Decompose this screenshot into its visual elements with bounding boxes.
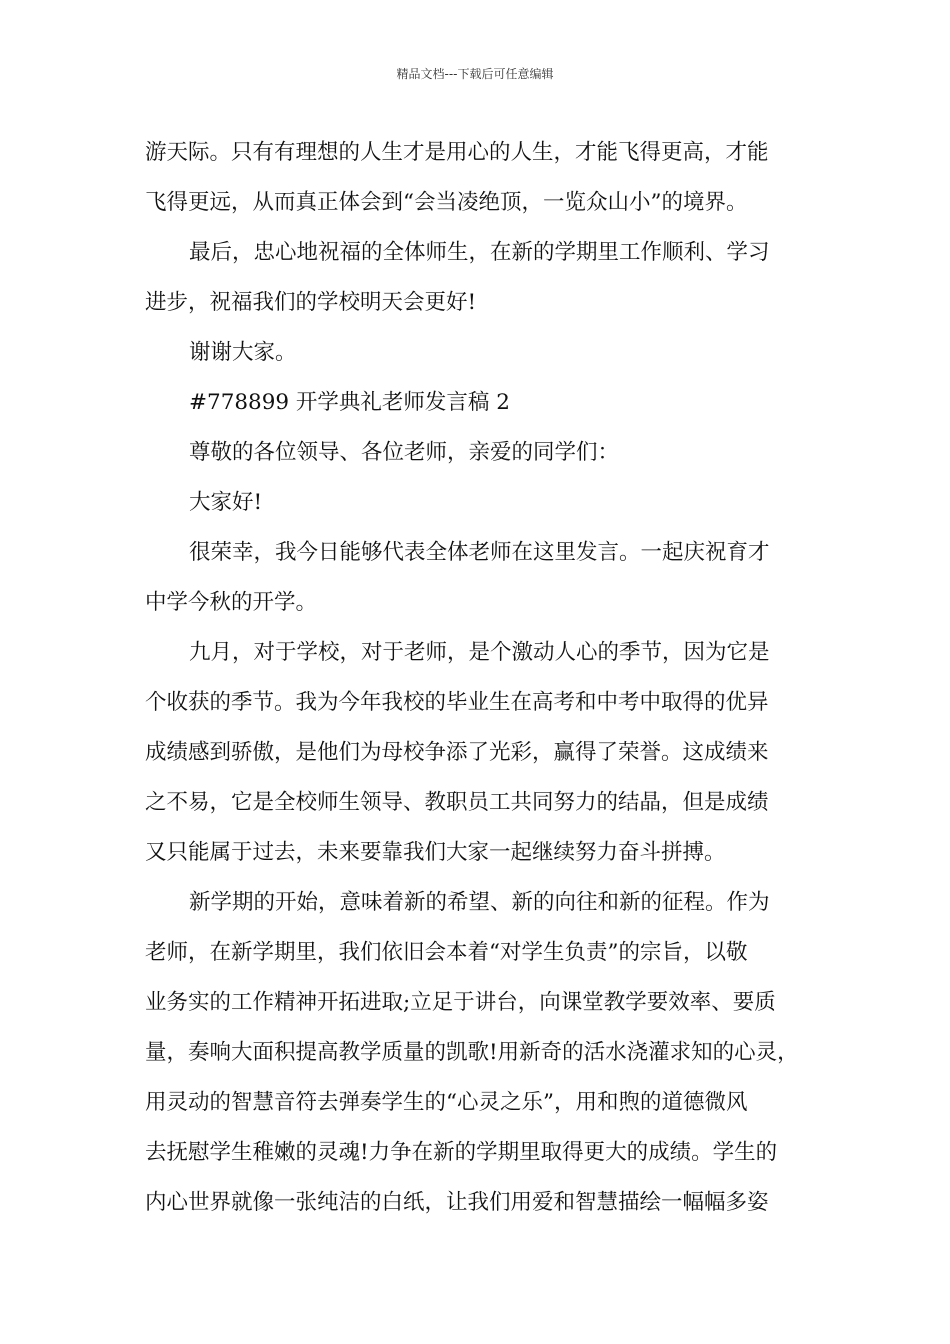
text-line: 大家好! bbox=[189, 490, 263, 515]
text-line: 飞得更远，从而真正体会到“会当凌绝顶，一览众山小”的境界。 bbox=[145, 190, 748, 215]
text-line: 成绩感到骄傲，是他们为母校争添了光彩，赢得了荣誉。这成绩来 bbox=[145, 740, 769, 765]
text-line: 去抚慰学生稚嫩的灵魂!力争在新的学期里取得更大的成绩。学生的 bbox=[145, 1140, 778, 1165]
text-line: 个收获的季节。我为今年我校的毕业生在高考和中考中取得的优异 bbox=[145, 690, 769, 715]
text-line: 很荣幸，我今日能够代表全体老师在这里发言。一起庆祝育才 bbox=[189, 540, 770, 565]
text-line: 老师，在新学期里，我们依旧会本着“对学生负责”的宗旨，以敬 bbox=[145, 940, 748, 965]
text-line: 尊敬的各位领导、各位老师，亲爱的同学们： bbox=[189, 440, 620, 465]
text-line: 又只能属于过去，未来要靠我们大家一起继续努力奋斗拼搏。 bbox=[145, 840, 726, 865]
text-line: 之不易，它是全校师生领导、教职员工共同努力的结晶，但是成绩 bbox=[145, 790, 769, 815]
text-line: 九月，对于学校，对于老师，是个激动人心的季节，因为它是 bbox=[189, 640, 770, 665]
text-line: 最后，忠心地祝福的全体师生，在新的学期里工作顺利、学习 bbox=[189, 240, 770, 265]
text-line: 新学期的开始，意味着新的希望、新的向往和新的征程。作为 bbox=[189, 890, 770, 915]
document-body bbox=[145, 128, 817, 1228]
text-line: 用灵动的智慧音符去弹奏学生的“心灵之乐”，用和煦的道德微风 bbox=[145, 1090, 748, 1115]
page-header: 精品文档---下载后可任意编辑 bbox=[396, 67, 554, 81]
text-line: 量，奏响大面积提高教学质量的凯歌!用新奇的活水浇灌求知的心灵， bbox=[145, 1040, 799, 1065]
text-line: 中学今秋的开学。 bbox=[145, 590, 318, 615]
text-line: 业务实的工作精神开拓进取;立足于讲台，向课堂教学要效率、要质 bbox=[145, 990, 776, 1015]
section-heading: #778899 开学典礼老师发言稿 2 bbox=[189, 390, 510, 415]
text-line: 游天际。只有有理想的人生才是用心的人生，才能飞得更高，才能 bbox=[145, 140, 769, 165]
text-line: 内心世界就像一张纯洁的白纸，让我们用爱和智慧描绘一幅幅多姿 bbox=[145, 1190, 769, 1215]
text-line: 谢谢大家。 bbox=[189, 340, 297, 365]
text-line: 进步，祝福我们的学校明天会更好! bbox=[145, 290, 477, 315]
